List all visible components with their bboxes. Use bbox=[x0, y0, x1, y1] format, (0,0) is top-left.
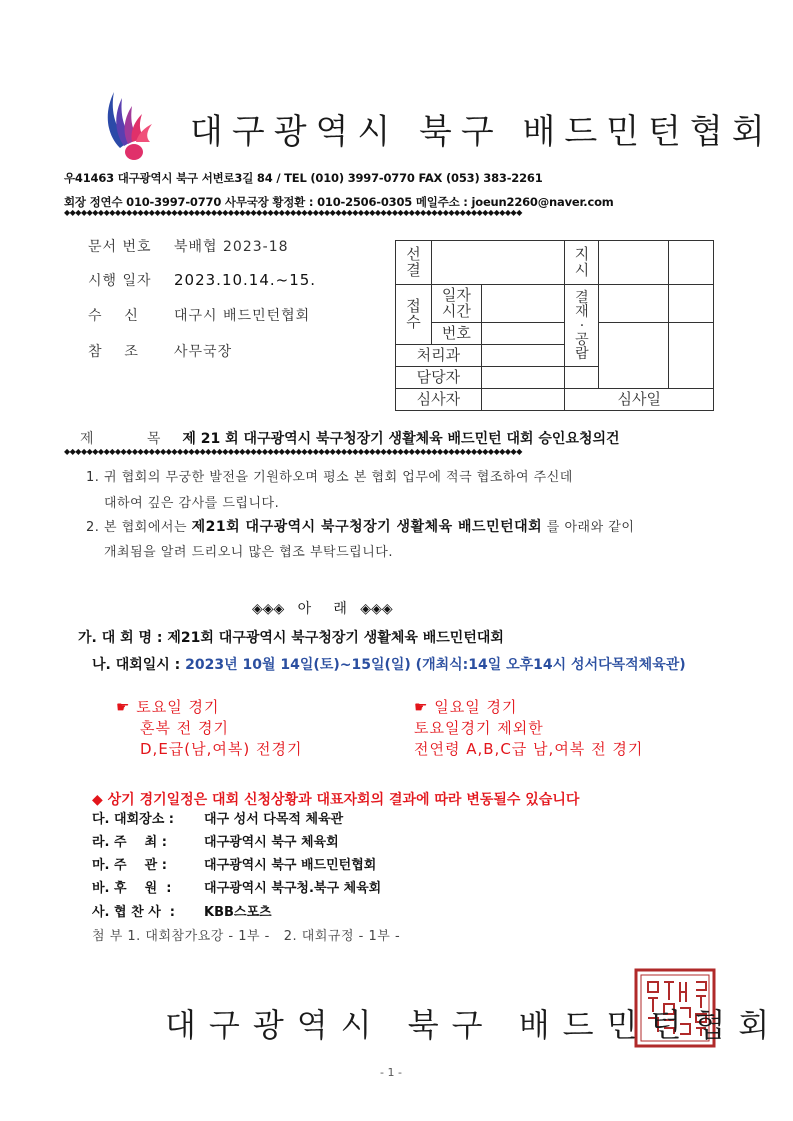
detail-venue bbox=[92, 808, 343, 827]
paragraph-2-line-2: 개최됨을 알려 드리오니 많은 협조 부탁드립니다. bbox=[104, 545, 393, 560]
reference-row bbox=[88, 341, 232, 361]
simsaja-cell: 심사자 bbox=[396, 389, 482, 411]
jisi-cell: 지 시 bbox=[565, 241, 599, 285]
sunday-line-2: 전연령 A,B,C급 남,여복 전 경기 bbox=[414, 740, 644, 758]
saturday-line-2: D,E급(남,여복) 전경기 bbox=[140, 740, 303, 758]
beonho-cell: 번호 bbox=[431, 323, 481, 345]
ilja-sigan-blank bbox=[481, 285, 565, 323]
detail-sponsor-label: 바. 후 원 : bbox=[92, 881, 172, 896]
event-name-row bbox=[78, 627, 504, 647]
address-line: 우41463 대구광역시 북구 서변로3길 84 / TEL (010) 3997-0770 FAX (053) 383-2261 bbox=[64, 171, 543, 185]
contact-line: 회장 정연수 010-3997-0770 사무국장 황정환 : 010-2506-0305 메일주소 : joeun2260@naver.com bbox=[64, 195, 614, 209]
detail-venue-label: 다. 대회장소 : bbox=[92, 812, 174, 827]
event-date-label: 나. 대회일시 : bbox=[92, 657, 186, 673]
reference-value: 사무국장 bbox=[174, 344, 233, 360]
damdangja-right-blank bbox=[565, 367, 599, 389]
jisi-blank-1 bbox=[599, 241, 669, 285]
diamond-divider-2: ◆◆◆◆◆◆◆◆◆◆◆◆◆◆◆◆◆◆◆◆◆◆◆◆◆◆◆◆◆◆◆◆◆◆◆◆◆◆◆◆◆◆◆◆◆◆◆◆◆◆◆◆◆◆◆◆◆◆◆◆◆◆◆◆◆◆◆◆◆◆◆◆◆◆◆◆◆◆◆◆◆ bbox=[64, 448, 522, 456]
detail-cosponsor-label: 사. 협 찬 사 : bbox=[92, 905, 175, 920]
page-number: - 1 - bbox=[380, 1066, 402, 1079]
cheorigwa-blank bbox=[481, 345, 565, 367]
detail-host-label: 라. 주 최 : bbox=[92, 835, 167, 850]
detail-cosponsor-value: KBB스포츠 bbox=[204, 905, 272, 920]
detail-host bbox=[92, 831, 339, 850]
gyeoljae-cell: 결 재 · 공 람 bbox=[565, 285, 599, 367]
gyeoljae-blank-3 bbox=[599, 323, 669, 389]
doc-number-row bbox=[88, 236, 289, 256]
detail-cosponsor bbox=[92, 901, 272, 920]
event-name-label: 가. 대 회 명 : bbox=[78, 630, 168, 646]
ilja-sigan-cell: 일자 시간 bbox=[431, 285, 481, 323]
seongyeol-blank bbox=[431, 241, 565, 285]
footer-organization-title: 대구광역시 북구 배드민턴협회 bbox=[165, 1006, 783, 1044]
doc-number-label: 문서 번호 bbox=[88, 239, 152, 255]
event-name-value: 제21회 대구광역시 북구청장기 생활체육 배드민턴대회 bbox=[167, 630, 504, 646]
gyeoljae-blank-1 bbox=[599, 285, 669, 323]
below-heading: ◈◈◈ 아 래 ◈◈◈ bbox=[252, 601, 393, 617]
sunday-line-1: 토요일경기 제외한 bbox=[414, 719, 544, 737]
recipient-value: 대구시 배드민턴협회 bbox=[174, 308, 311, 324]
detail-organizer-label: 마. 주 관 : bbox=[92, 858, 167, 873]
paragraph-1-line-2: 대하여 깊은 감사를 드립니다. bbox=[104, 496, 280, 511]
recipient-label: 수 신 bbox=[88, 308, 139, 324]
jisi-blank-2 bbox=[669, 241, 714, 285]
subject-row bbox=[80, 428, 620, 448]
sunday-title: ☛ 일요일 경기 bbox=[414, 698, 518, 716]
paragraph-2-post: 를 아래와 같이 bbox=[542, 520, 635, 535]
doc-number-value: 북배협 2023-18 bbox=[174, 239, 289, 255]
saturday-title: ☛ 토요일 경기 bbox=[116, 698, 220, 716]
gyeoljae-blank-2 bbox=[669, 285, 714, 323]
beonho-blank bbox=[481, 323, 565, 345]
detail-host-value: 대구광역시 북구 체육회 bbox=[204, 835, 339, 850]
organization-title: 대구광역시 북구 배드민턴협회 bbox=[190, 112, 774, 152]
jeopsu-cell: 접 수 bbox=[396, 285, 432, 345]
saturday-line-1: 혼복 전 경기 bbox=[140, 719, 229, 737]
schedule-change-notice: ◆ 상기 경기일정은 대회 신청상황과 대표자회의 결과에 따라 변동될수 있습니다 bbox=[92, 792, 580, 808]
paragraph-2-line-1 bbox=[86, 516, 634, 536]
cheorigwa-cell: 처리과 bbox=[396, 345, 482, 367]
date-label: 시행 일자 bbox=[88, 273, 152, 289]
damdangja-blank bbox=[481, 367, 565, 389]
detail-organizer bbox=[92, 854, 376, 873]
diamond-divider: ◆◆◆◆◆◆◆◆◆◆◆◆◆◆◆◆◆◆◆◆◆◆◆◆◆◆◆◆◆◆◆◆◆◆◆◆◆◆◆◆◆◆◆◆◆◆◆◆◆◆◆◆◆◆◆◆◆◆◆◆◆◆◆◆◆◆◆◆◆◆◆◆◆◆◆◆◆◆◆◆◆ bbox=[64, 209, 522, 217]
seongyeol-cell: 선 결 bbox=[396, 241, 432, 285]
date-value: 2023.10.14.~15. bbox=[174, 271, 317, 289]
paragraph-1-line-1: 1. 귀 협회의 무궁한 발전을 기원하오며 평소 본 협회 업무에 적극 협조하여 주신데 bbox=[86, 470, 573, 485]
detail-sponsor-value: 대구광역시 북구청.북구 체육회 bbox=[204, 881, 382, 896]
event-date-value: 2023년 10월 14일(토)~15일(일) (개최식:14일 오후14시 성서다목적체육관) bbox=[185, 657, 686, 673]
approval-table bbox=[395, 240, 714, 411]
paragraph-2-pre: 2. 본 협회에서는 bbox=[86, 520, 192, 535]
simsaja-blank bbox=[481, 389, 565, 411]
detail-organizer-value: 대구광역시 북구 배드민턴협회 bbox=[204, 858, 377, 873]
date-row bbox=[88, 270, 316, 290]
recipient-row bbox=[88, 305, 310, 325]
association-logo bbox=[100, 86, 160, 166]
detail-sponsor bbox=[92, 877, 381, 896]
attachment-line: 첨 부 1. 대회참가요강 - 1부 - 2. 대회규정 - 1부 - bbox=[92, 929, 401, 944]
simsail-cell: 심사일 bbox=[565, 389, 714, 411]
gyeoljae-blank-4 bbox=[669, 323, 714, 389]
subject-text: 제 21 회 대구광역시 북구청장기 생활체육 배드민턴 대회 승인요청의건 bbox=[182, 431, 620, 447]
reference-label: 참 조 bbox=[88, 344, 139, 360]
subject-label: 제 목 bbox=[80, 431, 171, 447]
event-date-row bbox=[92, 654, 686, 674]
paragraph-2-bold: 제21회 대구광역시 북구청장기 생활체육 배드민턴대회 bbox=[191, 519, 543, 535]
damdangja-cell: 담당자 bbox=[396, 367, 482, 389]
detail-venue-value: 대구 성서 다목적 체육관 bbox=[204, 812, 344, 827]
